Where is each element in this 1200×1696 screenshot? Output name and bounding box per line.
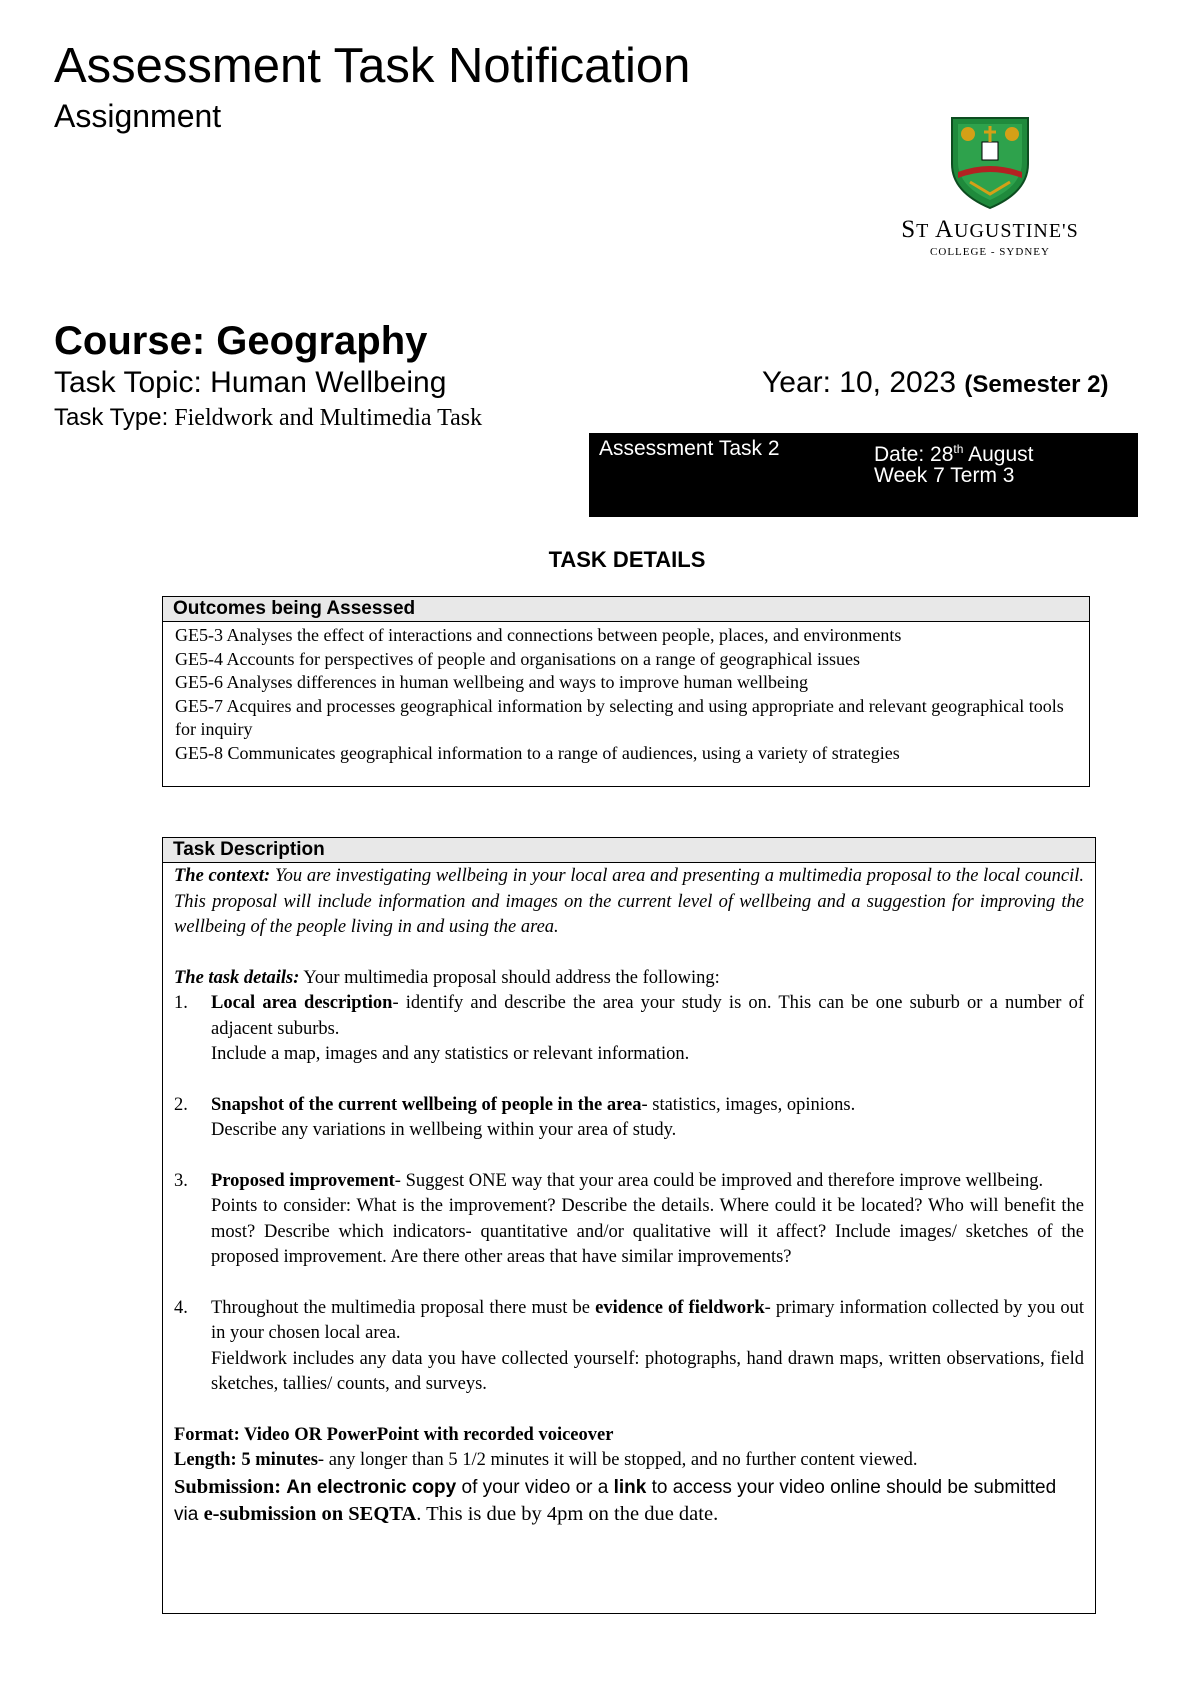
course-title: Course: Geography: [54, 319, 428, 363]
assessment-task-label: Assessment Task 2: [599, 437, 780, 460]
crest-icon: [940, 112, 1040, 212]
length-line: Length: 5 minutes- any longer than 5 1/2 minutes it will be stopped, and no further content viewed.: [174, 1450, 918, 1470]
submission-line: Submission: An electronic copy of your video or a link to access your video online should be submitted via e-submission on SEQTA. This is due by 4pm on the due date.: [174, 1475, 1057, 1525]
task-description-heading: Task Description: [163, 838, 1095, 863]
list-item: 1. Local area description- identify and describe the area your study is on. This can be one suburb or a number of adjacent suburbs. Include a map, images and any statistics or relevant information.: [174, 993, 1084, 1064]
list-item: 2. Snapshot of the current wellbeing of people in the area- statistics, images, opinions. Describe any variations in wellbeing within your area of study.: [174, 1094, 856, 1140]
due-week: Week 7 Term 3: [874, 464, 1015, 487]
outcome-item: GE5-4 Accounts for perspectives of people and organisations on a range of geographical issues: [175, 648, 860, 669]
outcome-item: GE5-3 Analyses the effect of interactions and connections between people, places, and environments: [175, 625, 902, 645]
list-item: 3. Proposed improvement- Suggest ONE way that your area could be improved and therefore improve wellbeing. Points to consider: What is the improvement? Describe the details. Where could it be located? Who will benefit the most? Describe which indicators- quantitative and/or qualitative will it affect? Include images/ sketches of the proposed improvement. Are there other areas that have similar improvements?: [174, 1170, 1084, 1267]
outcome-item: GE5-8 Communicates geographical information to a range of audiences, using a variety of strategies: [175, 742, 900, 763]
outcomes-table: [162, 596, 1090, 787]
outcomes-heading: Outcomes being Assessed: [163, 597, 1089, 622]
context-paragraph: The context: You are investigating wellbeing in your local area and presenting a multimedia proposal to the local council. This proposal will include information and images on the current level of wellbeing and a suggestion for improving the wellbeing of the people living in and using the area.: [174, 866, 1085, 937]
task-type: Task Type: Fieldwork and Multimedia Task: [54, 404, 483, 431]
task-details-intro: The task details: Your multimedia proposal should address the following:: [174, 967, 720, 988]
task-description-table: [162, 837, 1096, 1614]
school-logo: [880, 112, 1100, 262]
assessment-info-box: [589, 433, 1138, 517]
school-subtitle: COLLEGE - SYDNEY: [930, 246, 1050, 258]
list-item: 4. Throughout the multimedia proposal there must be evidence of fieldwork- primary information collected by you out in your chosen local area. Fieldwork includes any data you have collected yourself: photographs, hand drawn maps, written observations, field sketches, tallies/ counts, and surveys.: [174, 1297, 1084, 1394]
outcome-item: GE5-7 Acquires and processes geographical information by selecting and using appropriate and relevant geographical tools for inquiry: [175, 695, 1064, 739]
page-title: Assessment Task Notification: [54, 39, 691, 93]
page-subtitle: Assignment: [54, 98, 222, 134]
task-topic: Task Topic: Human Wellbeing: [54, 366, 447, 399]
task-details-heading: TASK DETAILS: [548, 547, 706, 572]
outcome-item: GE5-6 Analyses differences in human wellbeing and ways to improve human wellbeing: [175, 672, 809, 692]
format-line: Format: Video OR PowerPoint with recorded voiceover: [174, 1424, 614, 1445]
year-info: Year: 10, 2023 (Semester 2): [762, 366, 1109, 399]
due-date: Date: 28th August: [874, 442, 1034, 466]
school-name: ST AUGUSTINE'S: [901, 216, 1079, 243]
